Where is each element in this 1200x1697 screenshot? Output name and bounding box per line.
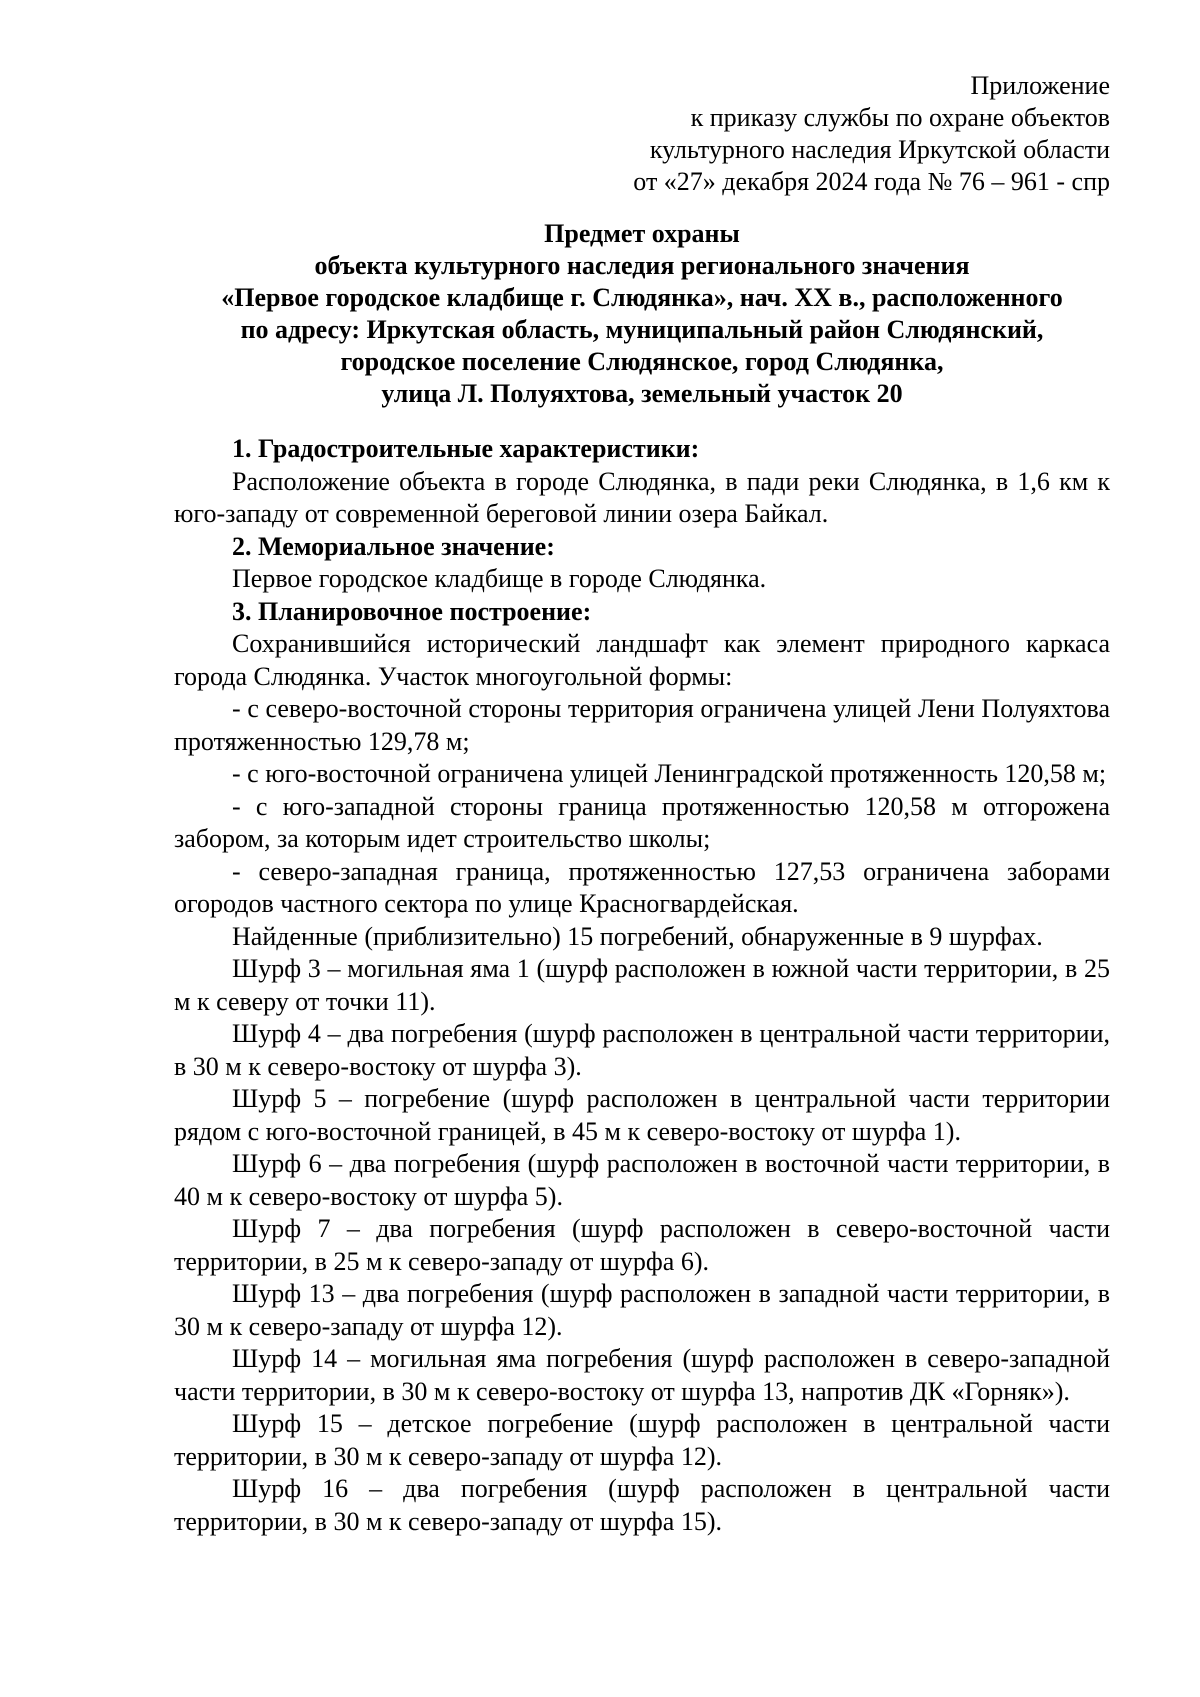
section-heading: 3. Планировочное построение: (232, 596, 592, 626)
section-heading: 1. Градостроительные характеристики: (232, 434, 700, 463)
section-paragraph: Первое городское кладбище в городе Слюдянка. (232, 564, 767, 593)
boundary-paragraph: - северо-западная граница, протяженностью 127,53 ограничена заборами огородов частного сектора по улице Красногвардейская. (174, 856, 1110, 918)
document-title-line: Предмет охраны (544, 219, 740, 248)
section-paragraph: Сохранившийся исторический ландшафт как элемент природного каркаса города Слюдянка. Участок многоугольной формы: (174, 629, 1110, 691)
pit-paragraph: Шурф 4 – два погребения (шурф расположен в центральной части территории, в 30 м к северо-востоку от шурфа 3). (174, 1019, 1110, 1081)
boundary-paragraph: - с юго-восточной ограничена улицей Ленинградской протяженность 120,58 м; (232, 759, 1107, 788)
document-title-line: по адресу: Иркутская область, муниципальный район Слюдянский, (240, 315, 1044, 344)
pit-paragraph: Шурф 7 – два погребения (шурф расположен в северо-восточной части территории, в 25 м к северо-западу от шурфа 6). (174, 1214, 1110, 1276)
section-paragraph: Найденные (приблизительно) 15 погребений, обнаруженные в 9 шурфах. (232, 921, 1043, 951)
appendix-header-line: от «27» декабря 2024 года № 76 – 961 - спр (633, 167, 1110, 196)
document-title (174, 218, 1110, 410)
pit-paragraph: Шурф 3 – могильная яма 1 (шурф расположен в южной части территории, в 25 м к северу от точки 11). (174, 954, 1110, 1016)
document-page (174, 70, 1110, 1538)
pit-paragraph: Шурф 5 – погребение (шурф расположен в центральной части территории рядом с юго-восточной границей, в 45 м к северо-востоку от шурфа 1). (174, 1084, 1110, 1146)
document-title-line: «Первое городское кладбище г. Слюдянка», нач. XX в., расположенного (221, 283, 1063, 312)
appendix-header-line: к приказу службы по охране объектов (690, 103, 1110, 132)
boundary-paragraph: - с северо-восточной стороны территория ограничена улицей Лени Полуяхтова протяженностью 129,78 м; (174, 694, 1110, 756)
pit-paragraph: Шурф 14 – могильная яма погребения (шурф расположен в северо-западной части территории, в 30 м к северо-востоку от шурфа 13, напротив ДК «Горняк»). (174, 1344, 1110, 1406)
pit-paragraph: Шурф 13 – два погребения (шурф расположен в западной части территории, в 30 м к северо-западу от шурфа 12). (174, 1279, 1110, 1341)
appendix-header (174, 70, 1110, 198)
document-title-line: городское поселение Слюдянское, город Слюдянка, (340, 347, 944, 376)
appendix-header-line: Приложение (970, 71, 1110, 100)
pit-paragraph: Шурф 6 – два погребения (шурф расположен в восточной части территории, в 40 м к северо-востоку от шурфа 5). (174, 1149, 1110, 1211)
document-title-line: объекта культурного наследия регионального значения (314, 251, 970, 280)
section-heading: 2. Мемориальное значение: (232, 531, 555, 561)
boundary-paragraph: - с юго-западной стороны граница протяженностью 120,58 м отгорожена забором, за которым идет строительство школы; (174, 791, 1110, 853)
appendix-header-line: культурного наследия Иркутской области (649, 135, 1110, 164)
pit-paragraph: Шурф 15 – детское погребение (шурф расположен в центральной части территории, в 30 м к северо-западу от шурфа 12). (174, 1409, 1110, 1471)
section-paragraph: Расположение объекта в городе Слюдянка, в пади реки Слюдянка, в 1,6 км к юго-западу от современной береговой линии озера Байкал. (174, 466, 1110, 528)
document-body (174, 433, 1110, 1538)
document-title-line: улица Л. Полуяхтова, земельный участок 20 (381, 379, 903, 408)
pit-paragraph: Шурф 16 – два погребения (шурф расположен в центральной части территории, в 30 м к северо-западу от шурфа 15). (174, 1474, 1110, 1536)
